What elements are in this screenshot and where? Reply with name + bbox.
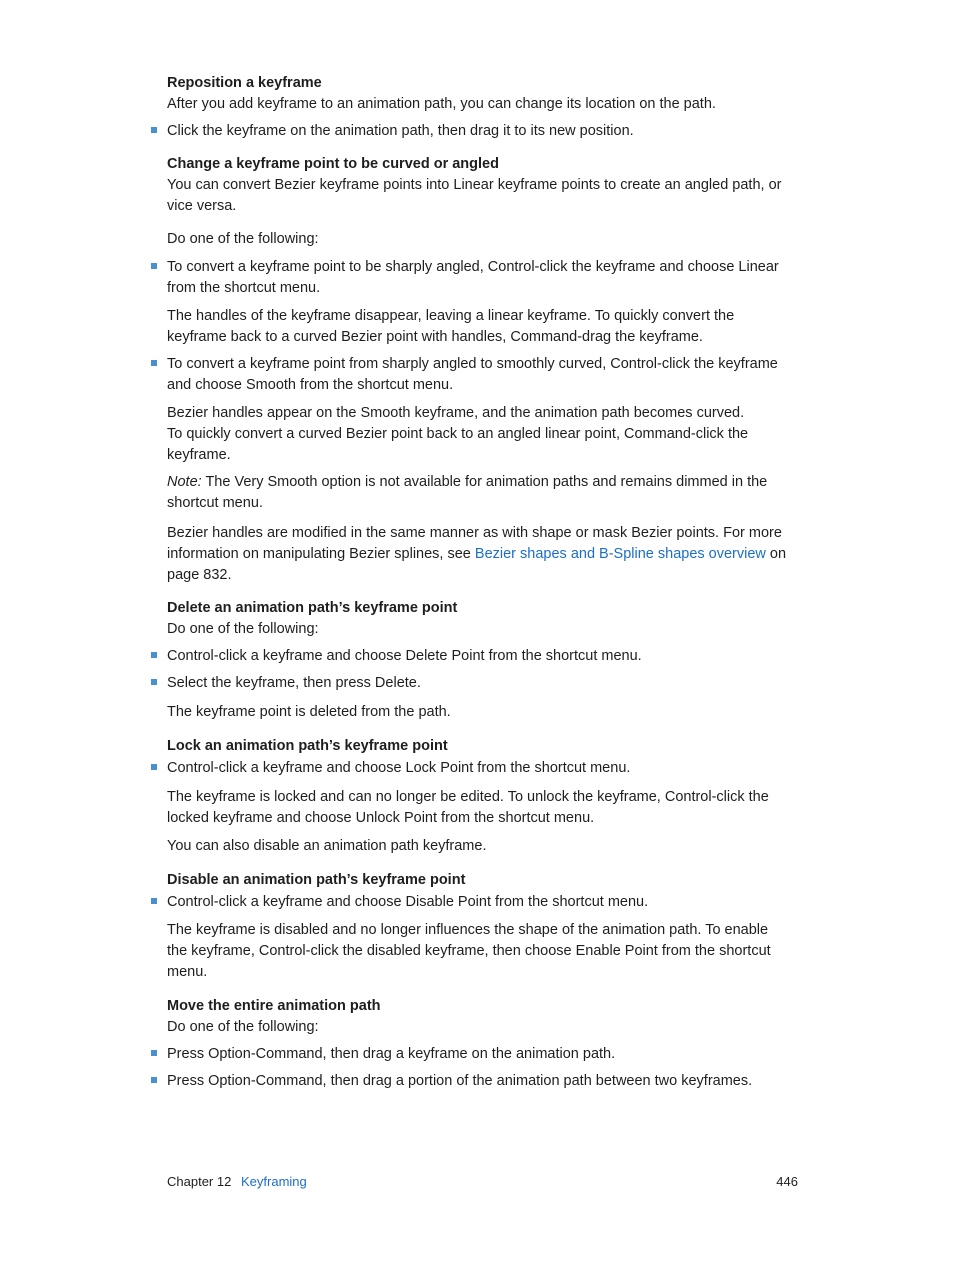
para-reposition-intro: After you add keyframe to an animation path, you can change its location on the path. [167,96,716,112]
footer-chapter-link[interactable]: Keyframing [241,1174,307,1189]
heading-delete: Delete an animation path’s keyframe point [167,600,458,616]
bullet-icon [150,763,158,771]
para-curved-bullet2-note: Bezier handles appear on the Smooth keyframe, and the animation path becomes curved. To quickly convert a curved Bezier point back to an angled linear point, Command-click the keyframe. [167,405,749,463]
heading-lock: Lock an animation path’s keyframe point [167,738,448,754]
bullet-reposition-1: Click the keyframe on the animation path, then drag it to its new position. [167,123,634,139]
bullet-icon [150,262,158,270]
footer-chapter: Chapter 12 [167,1174,232,1189]
para-move-do-one: Do one of the following: [167,1019,319,1035]
more-info-post: on page 832. [167,546,787,583]
bullet-curved-2: To convert a keyframe point from sharply angled to smoothly curved, Control-click the keyframe and choose Smooth from the shortcut menu. [167,356,778,393]
heading-move: Move the entire animation path [167,998,381,1014]
bullet-move-1: Press Option-Command, then drag a keyframe on the animation path. [167,1046,616,1062]
note-label: Note: [167,474,202,490]
para-disable-note1: The keyframe is disabled and no longer influences the shape of the animation path. To enable the keyframe, Control-click the disabled keyframe, then choose Enable Point from the shortcut menu. [167,922,771,980]
bullet-icon [150,126,158,134]
para-lock-note2: You can also disable an animation path keyframe. [167,838,487,854]
bullet-icon [150,359,158,367]
bullet-delete-2: Select the keyframe, then press Delete. [167,675,421,691]
para-curved-intro: You can convert Bezier keyframe points into Linear keyframe points to create an angled path, or vice versa. [167,177,782,214]
para-note [167,472,797,514]
bezier-overview-link[interactable]: Bezier shapes and B-Spline shapes overview [474,546,766,562]
heading-reposition: Reposition a keyframe [167,75,322,91]
para-lock-note1: The keyframe is locked and can no longer be edited. To unlock the keyframe, Control-click the locked keyframe and choose Unlock Point from the shortcut menu. [167,789,769,826]
note-text: The Very Smooth option is not available for animation paths and remains dimmed in the shortcut menu. [167,474,768,511]
bullet-lock-1: Control-click a keyframe and choose Lock Point from the shortcut menu. [167,760,631,776]
para-delete-do-one: Do one of the following: [167,621,319,637]
bullet-curved-1: To convert a keyframe point to be sharply angled, Control-click the keyframe and choose Linear from the shortcut menu. [167,259,779,296]
more-info-pre: Bezier handles are modified in the same manner as with shape or mask Bezier points. For more information on manipulating Bezier splines, see [167,525,782,562]
bullet-icon [150,651,158,659]
heading-curved: Change a keyframe point to be curved or angled [167,156,499,172]
bullet-icon [150,897,158,905]
bullet-disable-1: Control-click a keyframe and choose Disable Point from the shortcut menu. [167,894,649,910]
bullet-icon [150,1049,158,1057]
heading-disable: Disable an animation path’s keyframe point [167,872,466,888]
bullet-icon [150,678,158,686]
para-more-info [167,523,797,586]
para-curved-bullet1-note: The handles of the keyframe disappear, leaving a linear keyframe. To quickly convert the keyframe back to a curved Bezier point with handles, Command-drag the keyframe. [167,308,735,345]
bullet-delete-1: Control-click a keyframe and choose Delete Point from the shortcut menu. [167,648,642,664]
para-delete-result: The keyframe point is deleted from the path. [167,704,451,720]
bullet-move-2: Press Option-Command, then drag a portion of the animation path between two keyframes. [167,1073,753,1089]
page-number: 446 [776,1174,798,1189]
bullet-icon [150,1076,158,1084]
para-curved-do-one: Do one of the following: [167,231,319,247]
